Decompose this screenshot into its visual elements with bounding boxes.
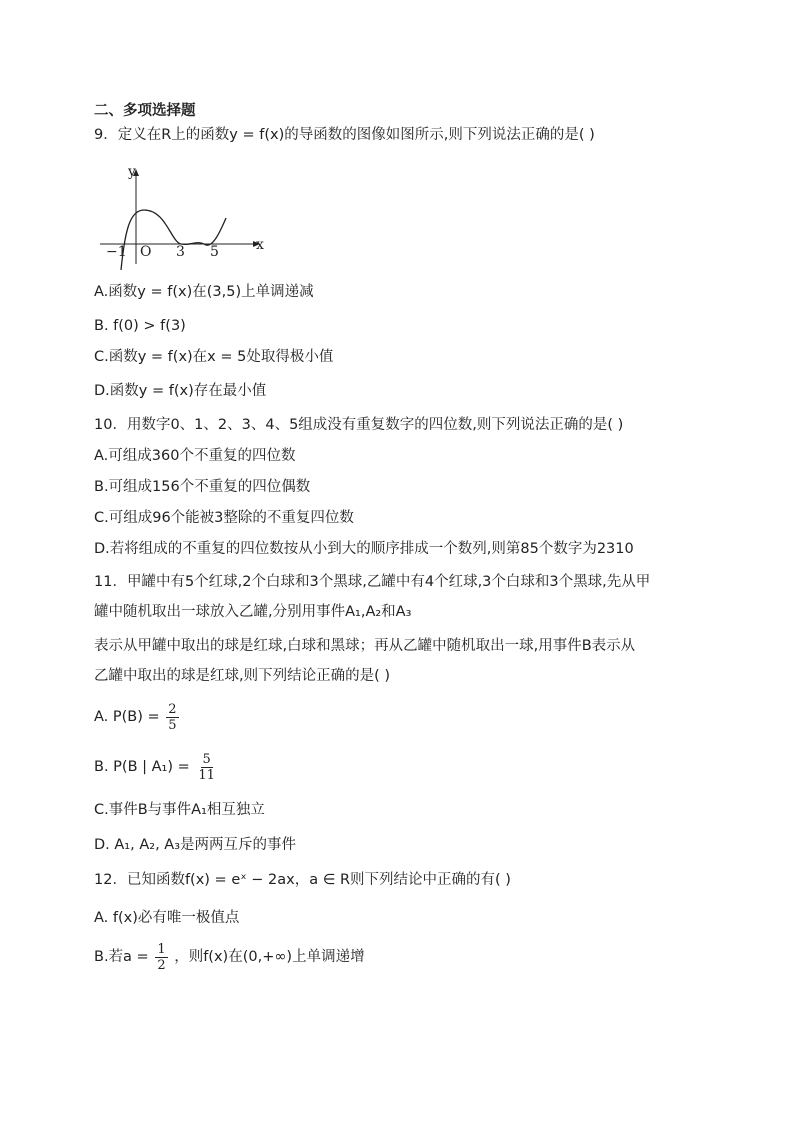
- q9-option-c: C.函数y = f(x)在x = 5处取得极小值: [94, 349, 334, 365]
- q9-option-d: D.函数y = f(x)存在最小值: [94, 383, 267, 399]
- q11-option-a-prefix: A. P(B) =: [94, 709, 160, 725]
- q9-stem: 9．定义在R上的函数y = f(x)的导函数的图像如图所示,则下列说法正确的是( ): [94, 127, 595, 143]
- tick-label-3: 3: [176, 244, 185, 260]
- q11-option-b: [94, 750, 219, 784]
- fraction: [155, 942, 167, 973]
- q9-option-a: A.函数y = f(x)在(3,5)上单调递减: [94, 284, 314, 300]
- q9-option-b: B. f(0) > f(3): [94, 318, 186, 334]
- q12-option-b-suffix: ，则f(x)在(0,+∞)上单调递增: [174, 949, 365, 965]
- fraction-numerator: 1: [157, 941, 166, 957]
- fraction: [166, 702, 178, 733]
- fraction-numerator: 5: [202, 751, 211, 767]
- tick-label-neg1: −1: [106, 244, 127, 260]
- q10-option-c: C.可组成96个能被3整除的不重复四位数: [94, 510, 354, 526]
- q11-stem-line3: 表示从甲罐中取出的球是红球,白球和黑球；再从乙罐中随机取出一球,用事件B表示从: [94, 638, 636, 654]
- fraction-denominator: 5: [168, 717, 177, 733]
- q11-option-c: C.事件B与事件A₁相互独立: [94, 802, 265, 818]
- q11-stem-line2: 罐中随机取出一球放入乙罐,分别用事件A₁,A₂和A₃: [94, 604, 412, 620]
- q10-option-a: A.可组成360个不重复的四位数: [94, 448, 296, 464]
- q11-stem-line4: 乙罐中取出的球是红球,则下列结论正确的是( ): [94, 668, 391, 684]
- q11-option-a: [94, 700, 181, 734]
- fraction-denominator: 2: [157, 957, 166, 973]
- tick-label-5: 5: [210, 244, 219, 260]
- q10-stem: 10．用数字0、1、2、3、4、5组成没有重复数字的四位数,则下列说法正确的是( ): [94, 417, 624, 433]
- q12-option-a: A. f(x)必有唯一极值点: [94, 910, 240, 926]
- section-heading: 二、多项选择题: [94, 103, 196, 119]
- q10-option-d: D.若将组成的不重复的四位数按从小到大的顺序排成一个数列,则第85个数字为2310: [94, 541, 634, 557]
- derivative-graph: [96, 160, 268, 270]
- q12-stem: 12．已知函数f(x) = eˣ − 2ax，a ∈ R则下列结论中正确的有( ): [94, 872, 511, 888]
- derivative-curve: [121, 210, 226, 270]
- fraction: [196, 752, 217, 783]
- q11-option-b-prefix: B. P(B | A₁) =: [94, 759, 190, 775]
- q12-option-b-prefix: B.若a =: [94, 949, 149, 965]
- fraction-denominator: 11: [198, 767, 215, 783]
- q11-option-d: D. A₁, A₂, A₃是两两互斥的事件: [94, 837, 297, 853]
- x-axis-label: x: [256, 237, 264, 253]
- fraction-numerator: 2: [168, 701, 177, 717]
- q12-option-b: [94, 940, 365, 974]
- q10-option-b: B.可组成156个不重复的四位偶数: [94, 479, 311, 495]
- q11-stem-line1: 11．甲罐中有5个红球,2个白球和3个黑球,乙罐中有4个红球,3个白球和3个黑球,先从甲: [94, 574, 651, 590]
- origin-label: O: [140, 244, 152, 260]
- y-axis-label: y: [128, 164, 136, 180]
